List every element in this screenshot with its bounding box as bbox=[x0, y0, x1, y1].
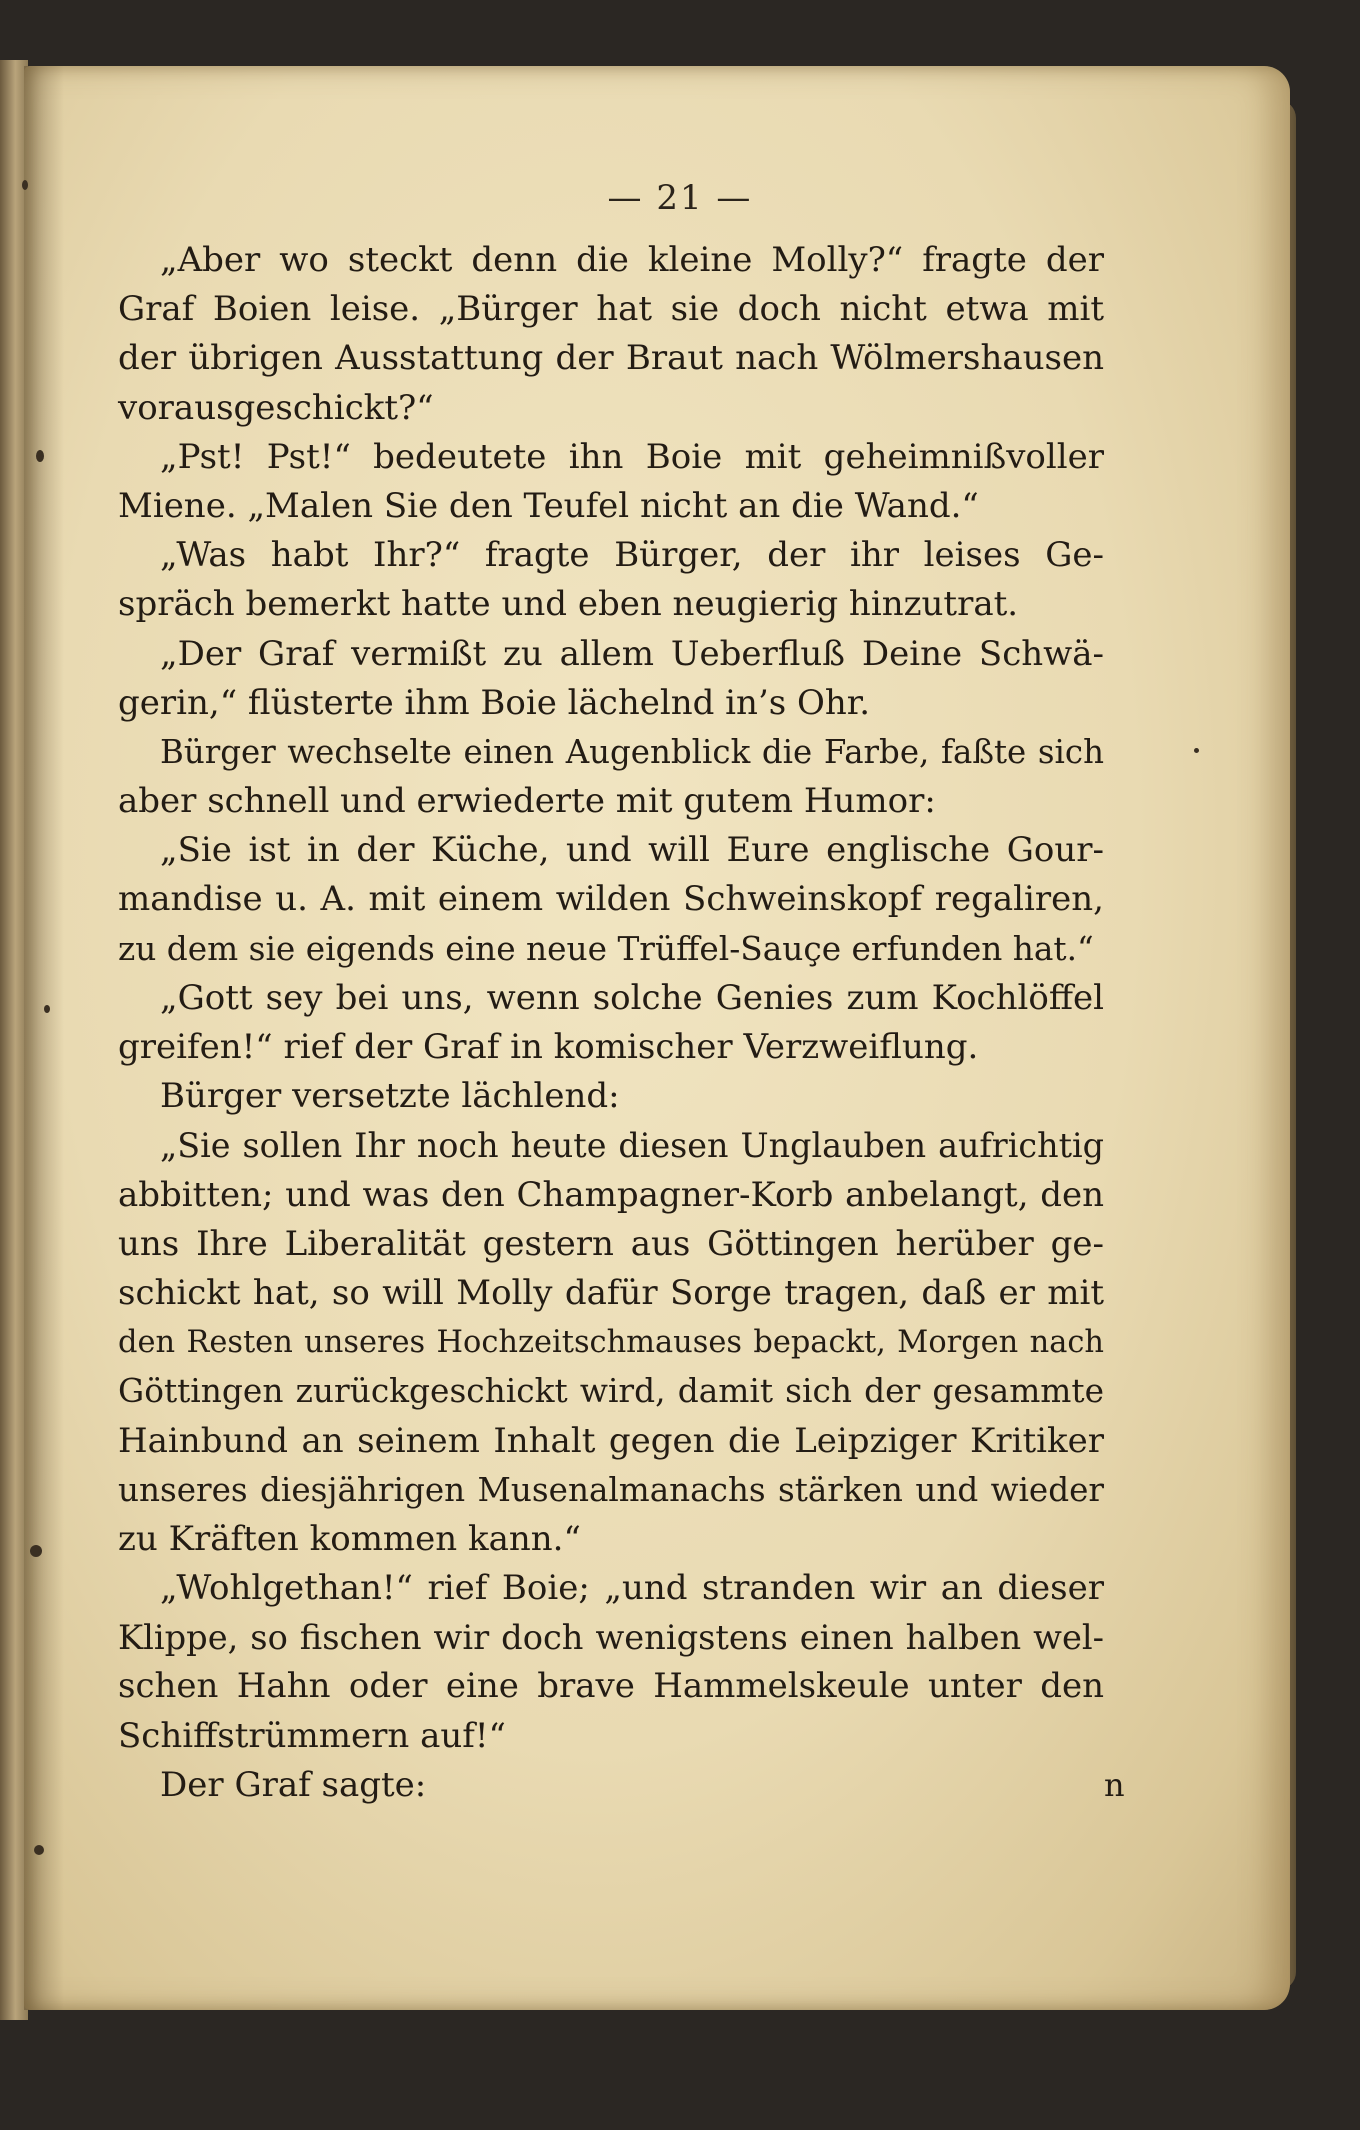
text-line: „Der Graf vermißt zu allem Ueberfluß Deine Schwä- bbox=[160, 633, 1104, 674]
text-line: zu dem sie eigends eine neue Trüffel-Sauçe erfunden hat.“ bbox=[118, 929, 1094, 968]
text-line: „Gott sey bei uns, wenn solche Genies zum Kochlöffel bbox=[160, 977, 1104, 1018]
gutter-shadow bbox=[24, 66, 64, 2010]
ink-speck bbox=[34, 1845, 44, 1855]
text-line: schen Hahn oder eine brave Hammelskeule unter den bbox=[118, 1666, 1104, 1707]
page-number: — 21 — bbox=[607, 178, 753, 218]
text-line: „Sie ist in der Küche, und will Eure englische Gour- bbox=[160, 830, 1104, 871]
text-line: „Aber wo steckt denn die kleine Molly?“ fragte der bbox=[160, 240, 1104, 280]
text-line: den Resten unseres Hochzeitschmauses bepackt, Morgen nach bbox=[118, 1325, 1104, 1361]
text-line: Der Graf sagte: bbox=[160, 1764, 427, 1805]
text-line: spräch bemerkt hatte und eben neugierig hinzutrat. bbox=[118, 584, 1019, 625]
text-line: Göttingen zurückgeschickt wird, damit sich der gesammte bbox=[118, 1372, 1104, 1411]
text-line: uns Ihre Liberalität gestern aus Göttingen herüber ge- bbox=[118, 1223, 1104, 1264]
text-line: „Pst! Pst!“ bedeutete ihn Boie mit geheimnißvoller bbox=[160, 436, 1104, 477]
text-line: zu Kräften kommen kann.“ bbox=[118, 1518, 581, 1559]
text-line: unseres diesjährigen Musenalmanachs stärken und wieder bbox=[118, 1470, 1104, 1509]
text-line: „Sie sollen Ihr noch heute diesen Unglauben aufrichtig bbox=[160, 1126, 1104, 1166]
text-line: „Wohlgethan!“ rief Boie; „und stranden wir an dieser bbox=[160, 1568, 1104, 1609]
text-line: Bürger wechselte einen Augenblick die Farbe, faßte sich bbox=[160, 732, 1104, 771]
page-body-text bbox=[118, 236, 1104, 1810]
text-line: Miene. „Malen Sie den Teufel nicht an die Wand.“ bbox=[118, 485, 979, 526]
text-line: Graf Boien leise. „Bürger hat sie doch nicht etwa mit bbox=[118, 289, 1104, 330]
text-line: Schiffstrümmern auf!“ bbox=[118, 1715, 506, 1756]
ink-speck bbox=[30, 1545, 42, 1557]
text-line: Bürger versetzte lächlend: bbox=[160, 1076, 620, 1117]
ink-speck bbox=[44, 1005, 50, 1013]
text-line: schickt hat, so will Molly dafür Sorge tragen, daß er mit bbox=[118, 1272, 1104, 1313]
text-line: Hainbund an seinem Inhalt gegen die Leipziger Kritiker bbox=[118, 1420, 1104, 1461]
ink-speck bbox=[36, 450, 44, 462]
text-line: greifen!“ rief der Graf in komischer Verzweiflung. bbox=[118, 1027, 979, 1067]
text-line: vorausgeschickt?“ bbox=[118, 387, 434, 428]
text-line: gerin,“ flüsterte ihm Boie lächelnd in’s Ohr. bbox=[118, 682, 871, 723]
text-line: abbitten; und was den Champagner-Korb anbelangt, den bbox=[118, 1174, 1104, 1215]
text-line: „Was habt Ihr?“ fragte Bürger, der ihr leises Ge- bbox=[160, 535, 1104, 576]
text-line: mandise u. A. mit einem wilden Schweinskopf regaliren, bbox=[118, 879, 1104, 920]
text-line: Klippe, so fischen wir doch wenigstens einen halben wel- bbox=[118, 1618, 1104, 1658]
text-line: aber schnell und erwiederte mit gutem Humor: bbox=[118, 781, 936, 822]
text-line: der übrigen Ausstattung der Braut nach Wölmershausen bbox=[118, 338, 1104, 379]
catchword: n bbox=[1104, 1766, 1125, 1804]
ink-speck bbox=[1194, 748, 1199, 753]
